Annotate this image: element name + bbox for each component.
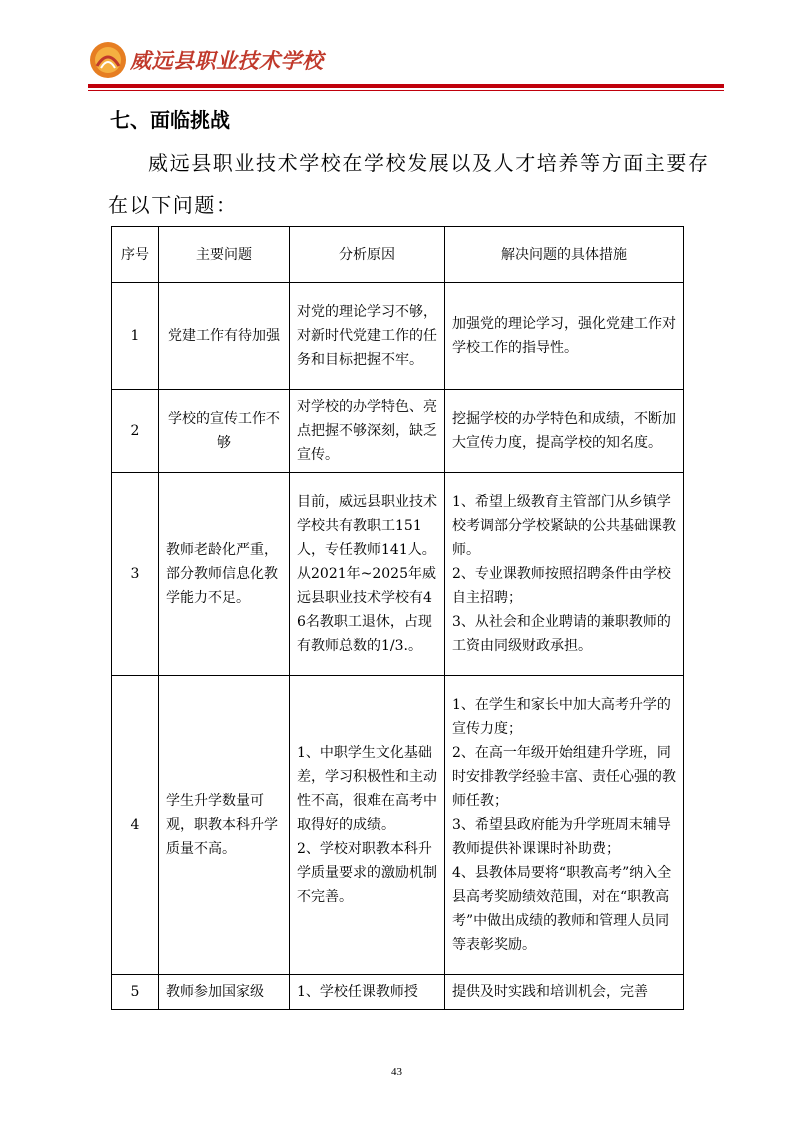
cause-item: 1、中职学生文化基础差，学习积极性和主动性不高，很难在高考中取得好的成绩。 — [297, 745, 437, 833]
column-header-number: 序号 — [112, 227, 159, 283]
row-measures — [445, 676, 684, 975]
measure-item: 挖掘学校的办学特色和成绩，不断加大宣传力度，提高学校的知名度。 — [452, 411, 676, 451]
table-row — [112, 473, 684, 676]
row-number: 4 — [112, 676, 159, 975]
table-row — [112, 283, 684, 390]
row-cause: 对党的理论学习不够，对新时代党建工作的任务和目标把握不牢。 — [290, 283, 445, 390]
row-measures — [445, 283, 684, 390]
table-header-row — [112, 227, 684, 283]
row-problem: 教师参加国家级 — [159, 975, 290, 1010]
table-row — [112, 676, 684, 975]
measure-item: 2、在高一年级开始组建升学班，同时安排教学经验丰富、责任心强的教师任教； — [452, 745, 676, 809]
column-header-measures: 解决问题的具体措施 — [445, 227, 684, 283]
school-logo-icon — [88, 40, 128, 80]
row-number: 5 — [112, 975, 159, 1010]
row-number: 3 — [112, 473, 159, 676]
measure-item: 2、专业课教师按照招聘条件由学校自主招聘； — [452, 566, 671, 606]
intro-paragraph: 威远县职业技术学校在学校发展以及人才培养等方面主要存在以下问题： — [108, 151, 710, 217]
measure-item: 4、县教体局要将“职教高考”纳入全县高考奖励绩效范围，对在“职教高考”中做出成绩的教师和管理人员同等表彰奖励。 — [452, 865, 672, 953]
row-problem: 党建工作有待加强 — [159, 283, 290, 390]
measure-item: 提供及时实践和培训机会，完善 — [452, 984, 648, 1000]
section-title: 七、面临挑战 — [110, 108, 230, 132]
row-number: 2 — [112, 390, 159, 473]
page-number: 43 — [391, 1066, 402, 1078]
row-cause: 1、学校任课教师授 — [290, 975, 445, 1010]
measure-item: 3、从社会和企业聘请的兼职教师的工资由同级财政承担。 — [452, 614, 671, 654]
row-problem: 教师老龄化严重，部分教师信息化教学能力不足。 — [159, 473, 290, 676]
row-cause — [290, 676, 445, 975]
table-row — [112, 975, 684, 1010]
column-header-cause: 分析原因 — [290, 227, 445, 283]
row-measures — [445, 390, 684, 473]
row-problem: 学生升学数量可观，职教本科升学质量不高。 — [159, 676, 290, 975]
row-cause: 目前，威远县职业技术学校共有教职工151人，专任教师141人。从2021年~2025年威远县职业技术学校有46名教职工退休，占现有教师总数的1/3.。 — [290, 473, 445, 676]
header-divider-thin — [88, 90, 724, 91]
school-name: 威远县职业技术学校 — [130, 49, 324, 73]
column-header-problem: 主要问题 — [159, 227, 290, 283]
cause-item: 2、学校对职教本科升学质量要求的激励机制不完善。 — [297, 841, 437, 905]
row-measures — [445, 975, 684, 1010]
measure-item: 加强党的理论学习，强化党建工作对学校工作的指导性。 — [452, 316, 676, 356]
page-header — [88, 36, 724, 88]
measure-item: 3、希望县政府能为升学班周末辅导教师提供补课课时补助费； — [452, 817, 671, 857]
header-divider — [88, 84, 724, 88]
row-number: 1 — [112, 283, 159, 390]
row-measures — [445, 473, 684, 676]
measure-item: 1、希望上级教育主管部门从乡镇学校考调部分学校紧缺的公共基础课教师。 — [452, 494, 676, 558]
row-cause: 对学校的办学特色、亮点把握不够深刻，缺乏宣传。 — [290, 390, 445, 473]
challenges-table — [111, 226, 684, 1010]
row-problem: 学校的宣传工作不够 — [159, 390, 290, 473]
table-row — [112, 390, 684, 473]
measure-item: 1、在学生和家长中加大高考升学的宣传力度； — [452, 697, 671, 737]
